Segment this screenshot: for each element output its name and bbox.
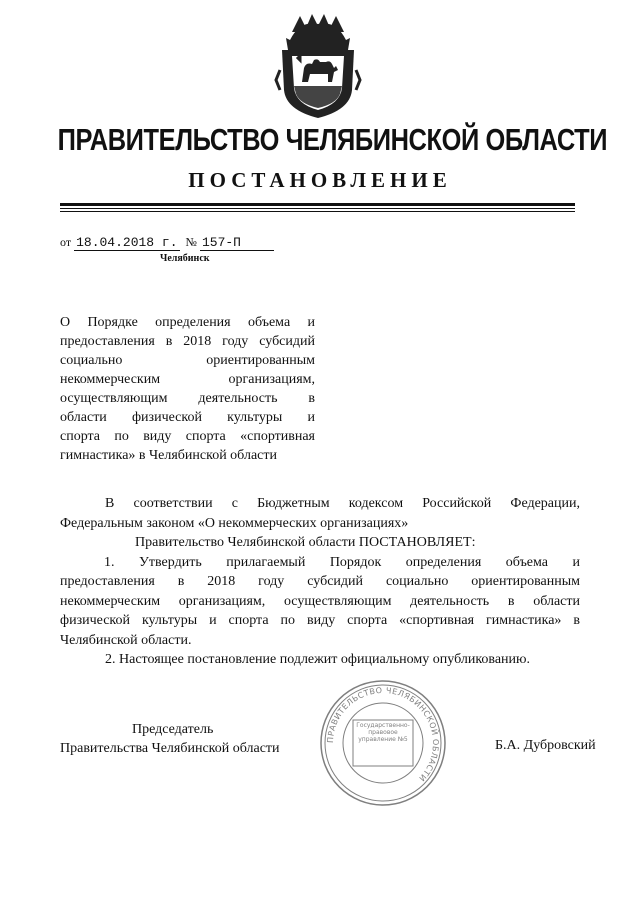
header-rule-thin (60, 208, 575, 209)
date-number-line (60, 235, 274, 251)
document-body (60, 494, 580, 670)
number-prefix: № (185, 235, 197, 249)
org-title: ПРАВИТЕЛЬСТВО ЧЕЛЯБИНСКОЙ ОБЛАСТИ (57, 122, 608, 157)
signatory-position (60, 720, 280, 758)
official-seal-icon (318, 678, 448, 808)
body-line: Правительство Челябинской области ПОСТАНОВЛЯЕТ: (135, 535, 476, 550)
body-line: 1. Утвердить прилагаемый Порядок определения объема и (104, 554, 580, 570)
document-type: ПОСТАНОВЛЕНИЕ (188, 168, 452, 192)
signatory-position-line: Председатель (132, 722, 214, 737)
signatory-position-line: Правительства Челябинской области (60, 741, 280, 756)
subject-line: предоставления в 2018 году субсидий (60, 334, 315, 349)
subject-line: некоммерческим организациям, (60, 372, 315, 387)
subject-line: спорта по виду спорта «спортивная (60, 429, 315, 444)
subject-line: О Порядке определения объема и (60, 315, 315, 330)
document-subject (60, 313, 315, 465)
subject-line: социально ориентированным (60, 353, 315, 368)
seal-inner-text: Государственно-правовое управление №5 (356, 722, 410, 743)
header-rule-thin (60, 211, 575, 212)
body-line: физической культуры и спорта по виду спорта «спортивная гимнастика» в (60, 613, 580, 628)
document-date: 18.04.2018 г. (76, 235, 178, 250)
body-line: предоставления в 2018 году субсидий социально ориентированным (60, 574, 580, 589)
subject-line: области физической культуры и (60, 410, 315, 425)
date-prefix: от (60, 235, 72, 249)
document-number: 157-П (200, 235, 274, 251)
body-line: Федеральным законом «О некоммерческих организациях» (60, 515, 409, 531)
body-line: 2. Настоящее постановление подлежит официальному опубликованию. (105, 652, 530, 667)
body-line: некоммерческим организациям, осуществляющим деятельность в области (60, 593, 580, 609)
signatory-name: Б.А. Дубровский (495, 738, 596, 753)
seal-outer-text: ПРАВИТЕЛЬСТВО ЧЕЛЯБИНСКОЙ ОБЛАСТИ (325, 685, 441, 784)
body-line: В соответствии с Бюджетным кодексом Российской Федерации, (105, 496, 580, 511)
subject-line: осуществляющим деятельность в (60, 391, 315, 406)
header-rule-thick (60, 203, 575, 206)
city: Челябинск (160, 253, 210, 264)
subject-line: гимнастика» в Челябинской области (60, 448, 277, 463)
body-line: Челябинской области. (60, 632, 192, 648)
coat-of-arms-icon (270, 10, 366, 120)
